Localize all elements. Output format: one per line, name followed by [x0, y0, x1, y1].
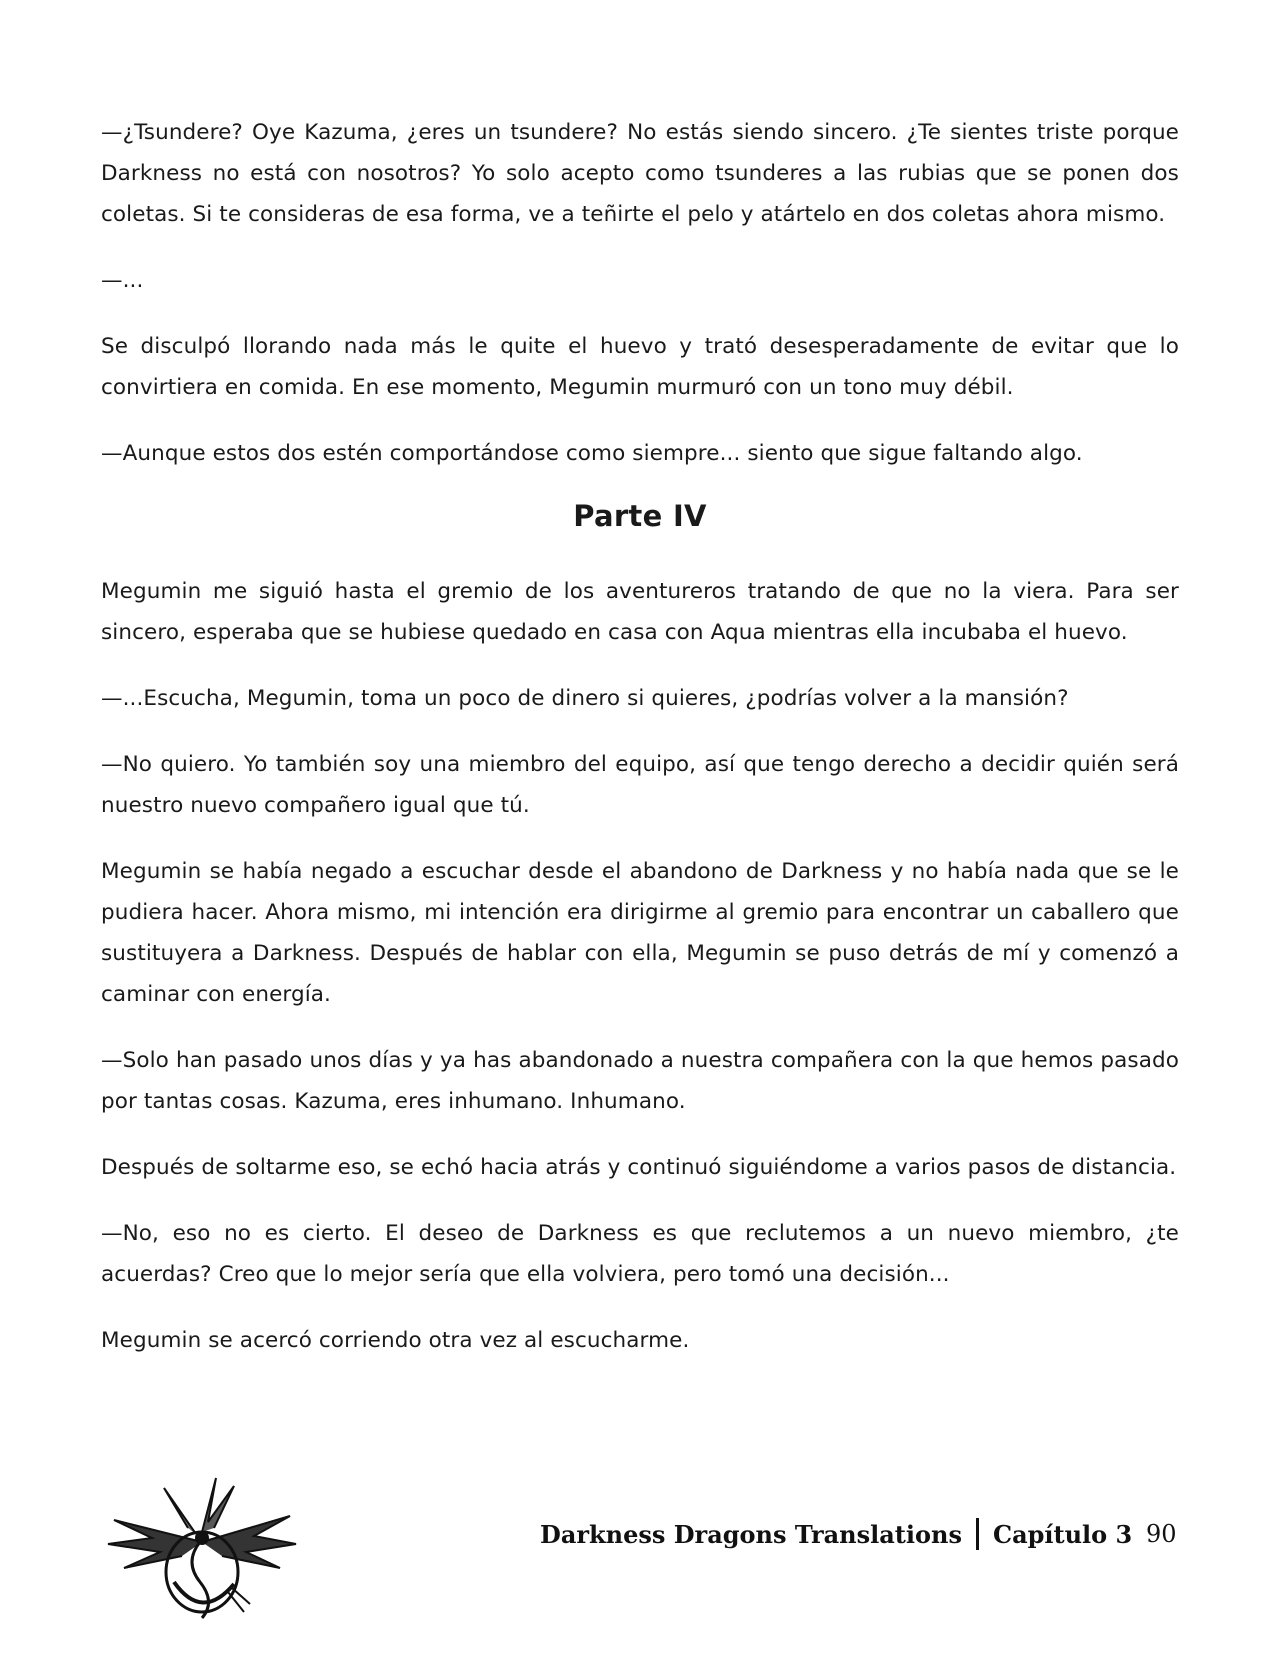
dragon-logo-icon [104, 1472, 300, 1622]
page-number: 90 [1146, 1520, 1177, 1548]
paragraph: Se disculpó llorando nada más le quite el huevo y trató desesperadamente de evitar que lo convirtiera en comida. En ese momento, Megumin murmuró con un tono muy débil. [101, 334, 1179, 400]
chapter-label: Capítulo 3 [992, 1520, 1133, 1549]
paragraph: —...Escucha, Megumin, toma un poco de dinero si quieres, ¿podrías volver a la mansión? [101, 686, 1069, 711]
paragraph: —No, eso no es cierto. El deseo de Darkness es que reclutemos a un nuevo miembro, ¿te acuerdas? Creo que lo mejor sería que ella volviera, pero tomó una decisión... [101, 1221, 1179, 1287]
group-name: Darkness Dragons Translations [540, 1520, 962, 1549]
paragraph: Megumin se había negado a escuchar desde el abandono de Darkness y no había nada que se le pudiera hacer. Ahora mismo, mi intención era dirigirme al gremio para encontrar un caballero que sustituyera a Darkness. Después de hablar con ella, Megumin se puso detrás de mí y comenzó a caminar con energía. [101, 859, 1179, 1007]
paragraph: —No quiero. Yo también soy una miembro del equipo, así que tengo derecho a decidir quién será nuestro nuevo compañero igual que tú. [101, 752, 1179, 818]
footer-credit [540, 1520, 1132, 1553]
paragraph: Megumin me siguió hasta el gremio de los aventureros tratando de que no la viera. Para ser sincero, esperaba que se hubiese quedado en casa con Aqua mientras ella incubaba el huevo. [101, 579, 1179, 645]
page-footer [0, 1460, 1280, 1630]
paragraph: Después de soltarme eso, se echó hacia atrás y continuó siguiéndome a varios pasos de distancia. [101, 1155, 1177, 1180]
document-body [101, 112, 1179, 1386]
footer-divider [976, 1518, 979, 1550]
paragraph: —Aunque estos dos estén comportándose como siempre... siento que sigue faltando algo. [101, 441, 1083, 466]
paragraph: Megumin se acercó corriendo otra vez al escucharme. [101, 1328, 690, 1353]
paragraph: —¿Tsundere? Oye Kazuma, ¿eres un tsundere? No estás siendo sincero. ¿Te sientes triste porque Darkness no está con nosotros? Yo solo acepto como tsunderes a las rubias que se ponen dos coletas. Si te consideras de esa forma, ve a teñirte el pelo y atártelo en dos coletas ahora mismo. [101, 120, 1179, 227]
paragraph: —Solo han pasado unos días y ya has abandonado a nuestra compañera con la que hemos pasado por tantas cosas. Kazuma, eres inhumano. Inhumano. [101, 1048, 1179, 1114]
paragraph: —... [101, 268, 144, 293]
section-heading: Parte IV [573, 499, 707, 533]
